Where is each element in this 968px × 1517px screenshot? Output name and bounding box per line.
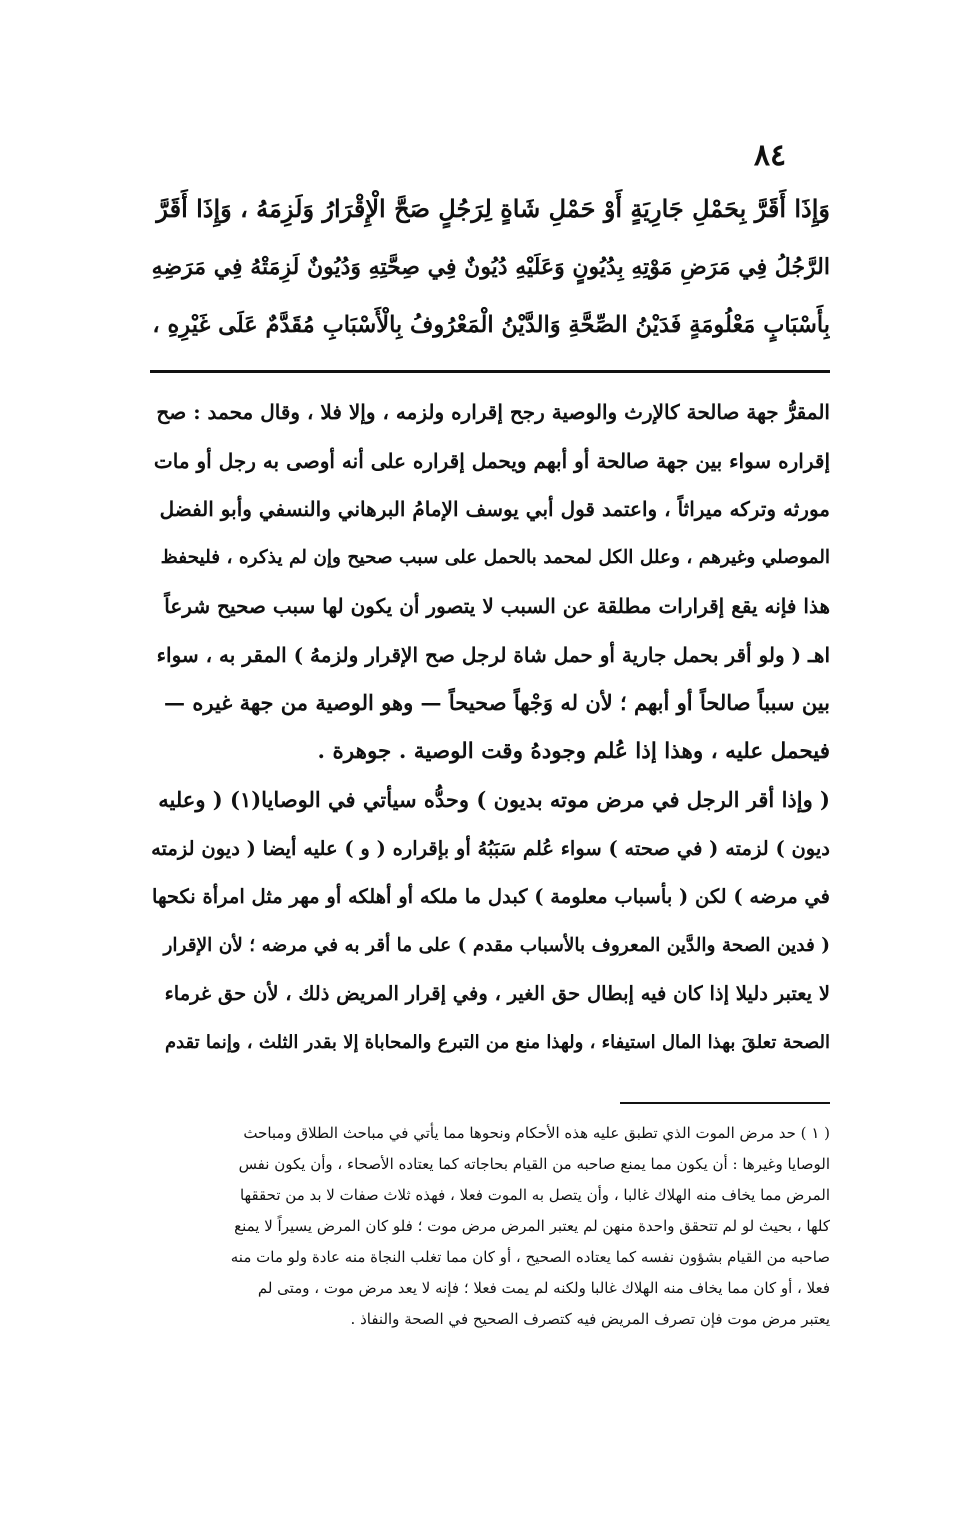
footnotes bbox=[150, 1118, 830, 1335]
footnote-line: يعتبر مرض موت فإن تصرف المريض فيه كتصرف الصحيح في الصحة والنفاذ . bbox=[350, 1310, 830, 1328]
commentary-line: هذا فإنه يقع إقرارات مطلقة عن السبب لا يتصور أن يكون لها سبب صحيح شرعاً bbox=[164, 594, 830, 618]
matn-line: وَإِذَا أَقَرَّ بِحَمْلِ جَارِيَةٍ أَوْ حَمْلِ شَاةٍ لِرَجُلٍ صَحَّ الْإِقْرَارُ وَلَزِمَهُ ، وَإِذَا أَقَرَّ bbox=[156, 194, 830, 223]
commentary-line: بين سبباً صالحاً أو أبهم ؛ لأن له وَجْهاً صحيحاً — وهو الوصية من جهة غيره — bbox=[164, 690, 830, 715]
commentary-line: ( وإذا أقر الرجل في مرض موته بديون ) وحدُّه سيأتي في الوصايا(١) ( وعليه bbox=[158, 787, 830, 812]
commentary-line: الصحة تعلقَ بهذا المال استيفاء ، ولهذا منع من التبرع والمحاباة إلا بقدر الثلث ، وإنما تقدم bbox=[164, 1031, 830, 1053]
footnote-line: كلها ، بحيث لو لم تتحقق واحدة منهن لم يعتبر المرض مرض موت ؛ فلو كان المرض يسيراً لا يمنع bbox=[234, 1217, 830, 1235]
commentary-line: ديون ) لزمته ( في صحته ) سواء عُلم سَبَبُهُ أو بإقراره ( و ) عليه أيضا ( ديون لزمته bbox=[151, 836, 830, 860]
commentary-line: ( فدين الصحة والدَّين المعروف بالأسباب مقدم ) على ما أقر به في مرضه ؛ لأن الإقرار bbox=[163, 934, 830, 956]
commentary-line: إقراره سواء بين جهة صالحة أو أبهم ويحمل إقراره على أنه أوصى به رجل أو مات bbox=[153, 448, 830, 473]
page-number: ٨٤ bbox=[753, 138, 787, 173]
commentary-line: المقرُّ جهة صالحة كالإرث والوصية رجح إقراره ولزمه ، وإلا فلا ، وقال محمد : صح bbox=[156, 400, 830, 424]
commentary-line: في مرضه ) لكن ( بأسباب معلومة ) كبدل ما ملكه أو أهلكه أو مهر مثل امرأة نكحها bbox=[152, 885, 830, 908]
footnote-rule bbox=[620, 1102, 830, 1104]
commentary-line: اهـ ( ولو أقر بحمل جارية أو حمل شاة لرجل صح الإقرار ولزمهُ ) المقر به ، سواء bbox=[156, 642, 830, 667]
matn-line: الرَّجُلُ فِي مَرَضِ مَوْتِهِ بِدُيُونٍ وَعَلَيْهِ دُيُونٌ فِي صِحَّتِهِ وَدُيُونٌ لَزِمَتْهُ فِي مَرَضِهِ bbox=[151, 254, 830, 280]
footnote-line: صاحبه من القيام بشؤون نفسه كما يعتاده الصحيح ، أو كان مما تغلب النجاة منه عادة ولو مات منه bbox=[230, 1248, 830, 1266]
commentary-line: الموصلي وغيرهم ، وعلل الكل لمحمد بالحمل على سبب صحيح وإن لم يذكره ، فليحفظ bbox=[160, 546, 830, 568]
matn-text bbox=[150, 180, 830, 354]
matn-line: بِأَسْبَابٍ مَعْلُومَةٍ فَدَيْنُ الصِّحَّةِ وَالدَّيْنُ الْمَعْرُوفُ بِالْأَسْبَابِ مُقَدَّمٌ عَلَى غَيْرِهِ ، bbox=[152, 312, 830, 338]
commentary-line: فيحمل عليه ، وهذا إذا عُلم وجودهُ وقت الوصية . جوهرة . bbox=[317, 738, 830, 764]
commentary-line: لا يعتبر دليلا إذا كان فيه إبطال حق الغير ، وفي إقرار المريض ذلك ، لأن حق غرماء bbox=[164, 982, 830, 1005]
footnote-line: الوصايا وغيرها : أن يكون مما يمنع صاحبه من القيام بحاجاته كما يعتاده الأصحاء ، وأن يكون نفس bbox=[238, 1155, 830, 1173]
commentary-text bbox=[150, 388, 830, 1067]
separator-rule bbox=[150, 370, 830, 373]
footnote-line: المرض مما يخاف منه الهلاك غالبا ، وأن يتصل به الموت فعلا ، فهذه ثلاث صفات لا بد من تحققها bbox=[239, 1186, 830, 1204]
footnote-line: فعلا ، أو كان مما يخاف منه الهلاك غالبا ولكنه لم يمت فعلا ؛ فإنه لا يعد مرض موت ، ومتى لم bbox=[257, 1279, 830, 1297]
commentary-line: مورثه وتركه ميراثاً ، واعتمد قول أبي يوسف الإمامُ البرهاني والنسفي وأبو الفضل bbox=[159, 497, 830, 521]
footnote-line: ( ١ ) حد مرض الموت الذي تطبق عليه هذه الأحكام ونحوها مما يأتي في مباحث الطلاق ومباحث bbox=[243, 1124, 830, 1142]
